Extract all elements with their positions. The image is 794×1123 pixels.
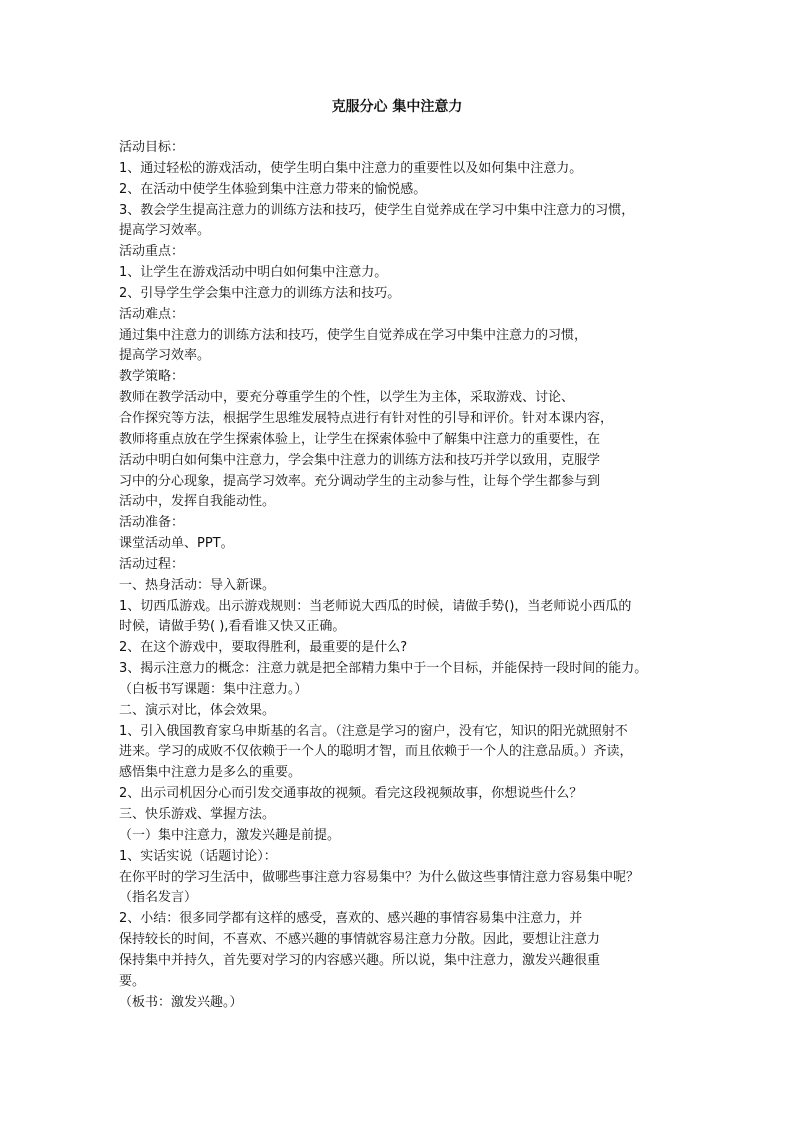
text-line: 二、演示对比，体会效果。 <box>119 702 276 718</box>
text-line: 教师在教学活动中，要充分尊重学生的个性，以学生为主体，采取游戏、讨论、 <box>119 390 575 406</box>
text-line: 1、通过轻松的游戏活动，使学生明白集中注意力的重要性以及如何集中注意力。 <box>119 160 583 176</box>
text-line: 活动中，发挥自我能动性。 <box>119 494 276 510</box>
document-body <box>119 138 699 1013</box>
text-line: 1、切西瓜游戏。出示游戏规则：当老师说大西瓜的时候，请做手势()，当老师说小西瓜的 <box>119 598 632 614</box>
text-line: 在你平时的学习生活中，做哪些事注意力容易集中？为什么做这些事情注意力容易集中呢？ <box>119 869 640 885</box>
text-line: （指名发言） <box>119 890 198 906</box>
text-line: 三、快乐游戏、掌握方法。 <box>119 807 276 822</box>
text-line: 2、在活动中使学生体验到集中注意力带来的愉悦感。 <box>119 181 427 197</box>
text-line: 提高学习效率。 <box>119 223 211 239</box>
text-line: 教学策略： <box>119 369 185 385</box>
text-line: 活动中明白如何集中注意力，学会集中注意力的训练方法和技巧并学以致用，克服学 <box>119 452 601 468</box>
text-line: 1、让学生在游戏活动中明白如何集中注意力。 <box>119 265 388 281</box>
text-line: 进来。学习的成败不仅依赖于一个人的聪明才智，而且依赖于一个人的注意品质。）齐读， <box>119 744 633 760</box>
text-line: 3、教会学生提高注意力的训练方法和技巧，使学生自觉养成在学习中集中注意力的习惯， <box>119 202 635 218</box>
text-line: 活动目标： <box>119 140 185 155</box>
text-line: 2、小结：很多同学都有这样的感受，喜欢的、感兴趣的事情容易集中注意力，并 <box>119 911 583 927</box>
text-line: 3、揭示注意力的概念：注意力就是把全部精力集中于一个目标，并能保持一段时间的能力。 <box>119 661 648 677</box>
text-line: 习中的分心现象，提高学习效率。充分调动学生的主动参与性，让每个学生都参与到 <box>119 473 601 489</box>
text-line: 1、实话实说（话题讨论）： <box>119 848 277 864</box>
text-line: 教师将重点放在学生探索体验上，让学生在探索体验中了解集中注意力的重要性，在 <box>119 431 601 447</box>
text-line: 1、引入俄国教育家乌申斯基的名言。（注意是学习的窗户，没有它，知识的阳光就照射不 <box>119 723 628 739</box>
text-line: 课堂活动单、PPT。 <box>119 536 234 552</box>
document-title: 克服分心 集中注意力 <box>331 99 463 115</box>
text-line: 保持集中并持久，首先要对学习的内容感兴趣。所以说，集中注意力，激发兴趣很重 <box>119 952 601 968</box>
text-line: 要。 <box>119 973 146 989</box>
text-line: 2、出示司机因分心而引发交通事故的视频。看完这段视频故事，你想说些什么？ <box>119 786 583 802</box>
text-line: 2、在这个游戏中，要取得胜利，最重要的是什么? <box>119 640 408 656</box>
text-line: 感悟集中注意力是多么的重要。 <box>119 765 302 781</box>
text-line: 活动过程： <box>119 556 185 572</box>
text-line: （一）集中注意力，激发兴趣是前提。 <box>119 827 341 843</box>
text-line: 通过集中注意力的训练方法和技巧，使学生自觉养成在学习中集中注意力的习惯， <box>119 327 588 343</box>
text-line: 保持较长的时间，不喜欢、不感兴趣的事情就容易注意力分散。因此，要想让注意力 <box>119 932 601 948</box>
text-line: 时候，请做手势( ),看看谁又快又正确。 <box>119 619 346 635</box>
text-line: （白板书写课题：集中注意力。） <box>119 681 308 697</box>
text-line: 一、热身活动：导入新课。 <box>119 577 276 593</box>
text-line: 活动准备： <box>119 515 185 531</box>
text-line: 活动难点： <box>119 306 185 322</box>
text-line: 合作探究等方法，根据学生思维发展特点进行有针对性的引导和评价。针对本课内容， <box>119 410 614 426</box>
text-line: 2、引导学生学会集中注意力的训练方法和技巧。 <box>119 285 401 301</box>
text-line: 提高学习效率。 <box>119 348 211 364</box>
text-line: 活动重点： <box>119 244 185 260</box>
text-line: （板书：激发兴趣。） <box>119 994 243 1010</box>
